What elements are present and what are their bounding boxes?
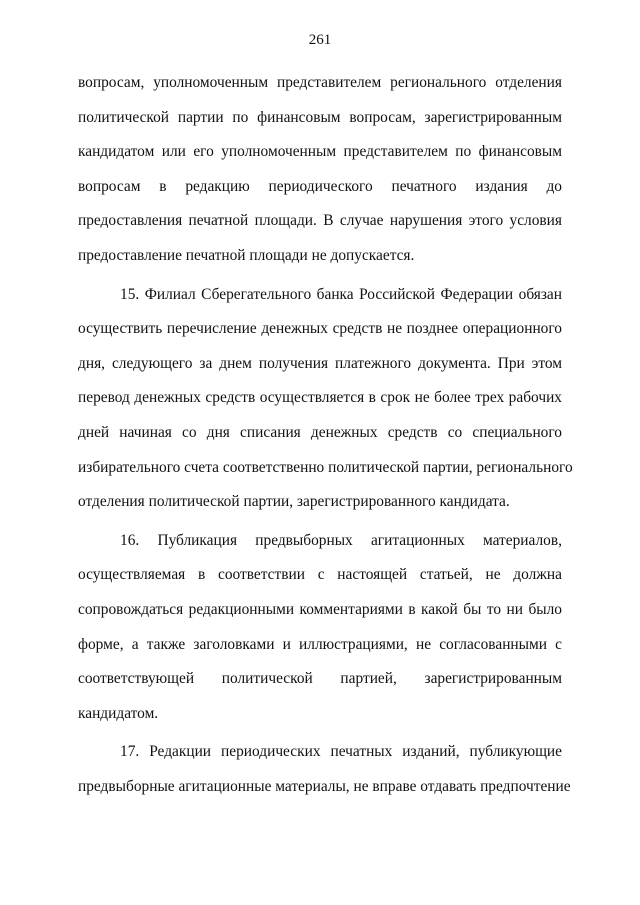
text-line: сопровождаться редакционными комментариями в какой бы то ни было xyxy=(78,600,562,618)
text-line: предвыборные агитационные материалы, не вправе отдавать предпочтение xyxy=(78,777,571,795)
paragraph-15 xyxy=(78,278,573,520)
document-body xyxy=(78,66,573,804)
text-line: предоставления печатной площади. В случае нарушения этого условия xyxy=(78,212,562,230)
text-line: 16. Публикация предвыборных агитационных материалов, xyxy=(120,531,562,549)
text-line: кандидатом или его уполномоченным представителем по финансовым xyxy=(78,143,562,161)
text-line: вопросам в редакцию периодического печатного издания до xyxy=(78,177,562,195)
text-line: осуществить перечисление денежных средств не позднее операционного xyxy=(78,320,562,338)
text-line: вопросам, уполномоченным представителем регионального отделения xyxy=(78,74,562,91)
text-line: предоставление печатной площади не допускается. xyxy=(78,246,415,264)
paragraph-17 xyxy=(78,735,571,804)
text-line: избирательного счета соответственно политической партии, регионального xyxy=(78,458,573,476)
text-line: перевод денежных средств осуществляется в срок не более трех рабочих xyxy=(78,389,562,407)
paragraph-16 xyxy=(78,524,562,732)
text-line: кандидатом. xyxy=(78,704,159,722)
page-number: 261 xyxy=(308,32,332,48)
text-line: соответствующей политической партией, зарегистрированным xyxy=(78,670,562,688)
text-line: форме, а также заголовками и иллюстрациями, не согласованными с xyxy=(78,635,562,653)
text-line: отделения политической партии, зарегистрированного кандидата. xyxy=(78,493,510,511)
paragraph-continuation xyxy=(78,66,562,274)
text-line: 17. Редакции периодических печатных изданий, публикующие xyxy=(120,743,562,761)
text-line: дней начиная со дня списания денежных средств со специального xyxy=(78,423,562,441)
text-line: осуществляемая в соответствии с настоящей статьей, не должна xyxy=(78,566,562,584)
text-line: 15. Филиал Сберегательного банка Российской Федерации обязан xyxy=(120,285,562,303)
text-line: дня, следующего за днем получения платежного документа. При этом xyxy=(78,354,562,372)
text-line: политической партии по финансовым вопросам, зарегистрированным xyxy=(78,108,562,126)
